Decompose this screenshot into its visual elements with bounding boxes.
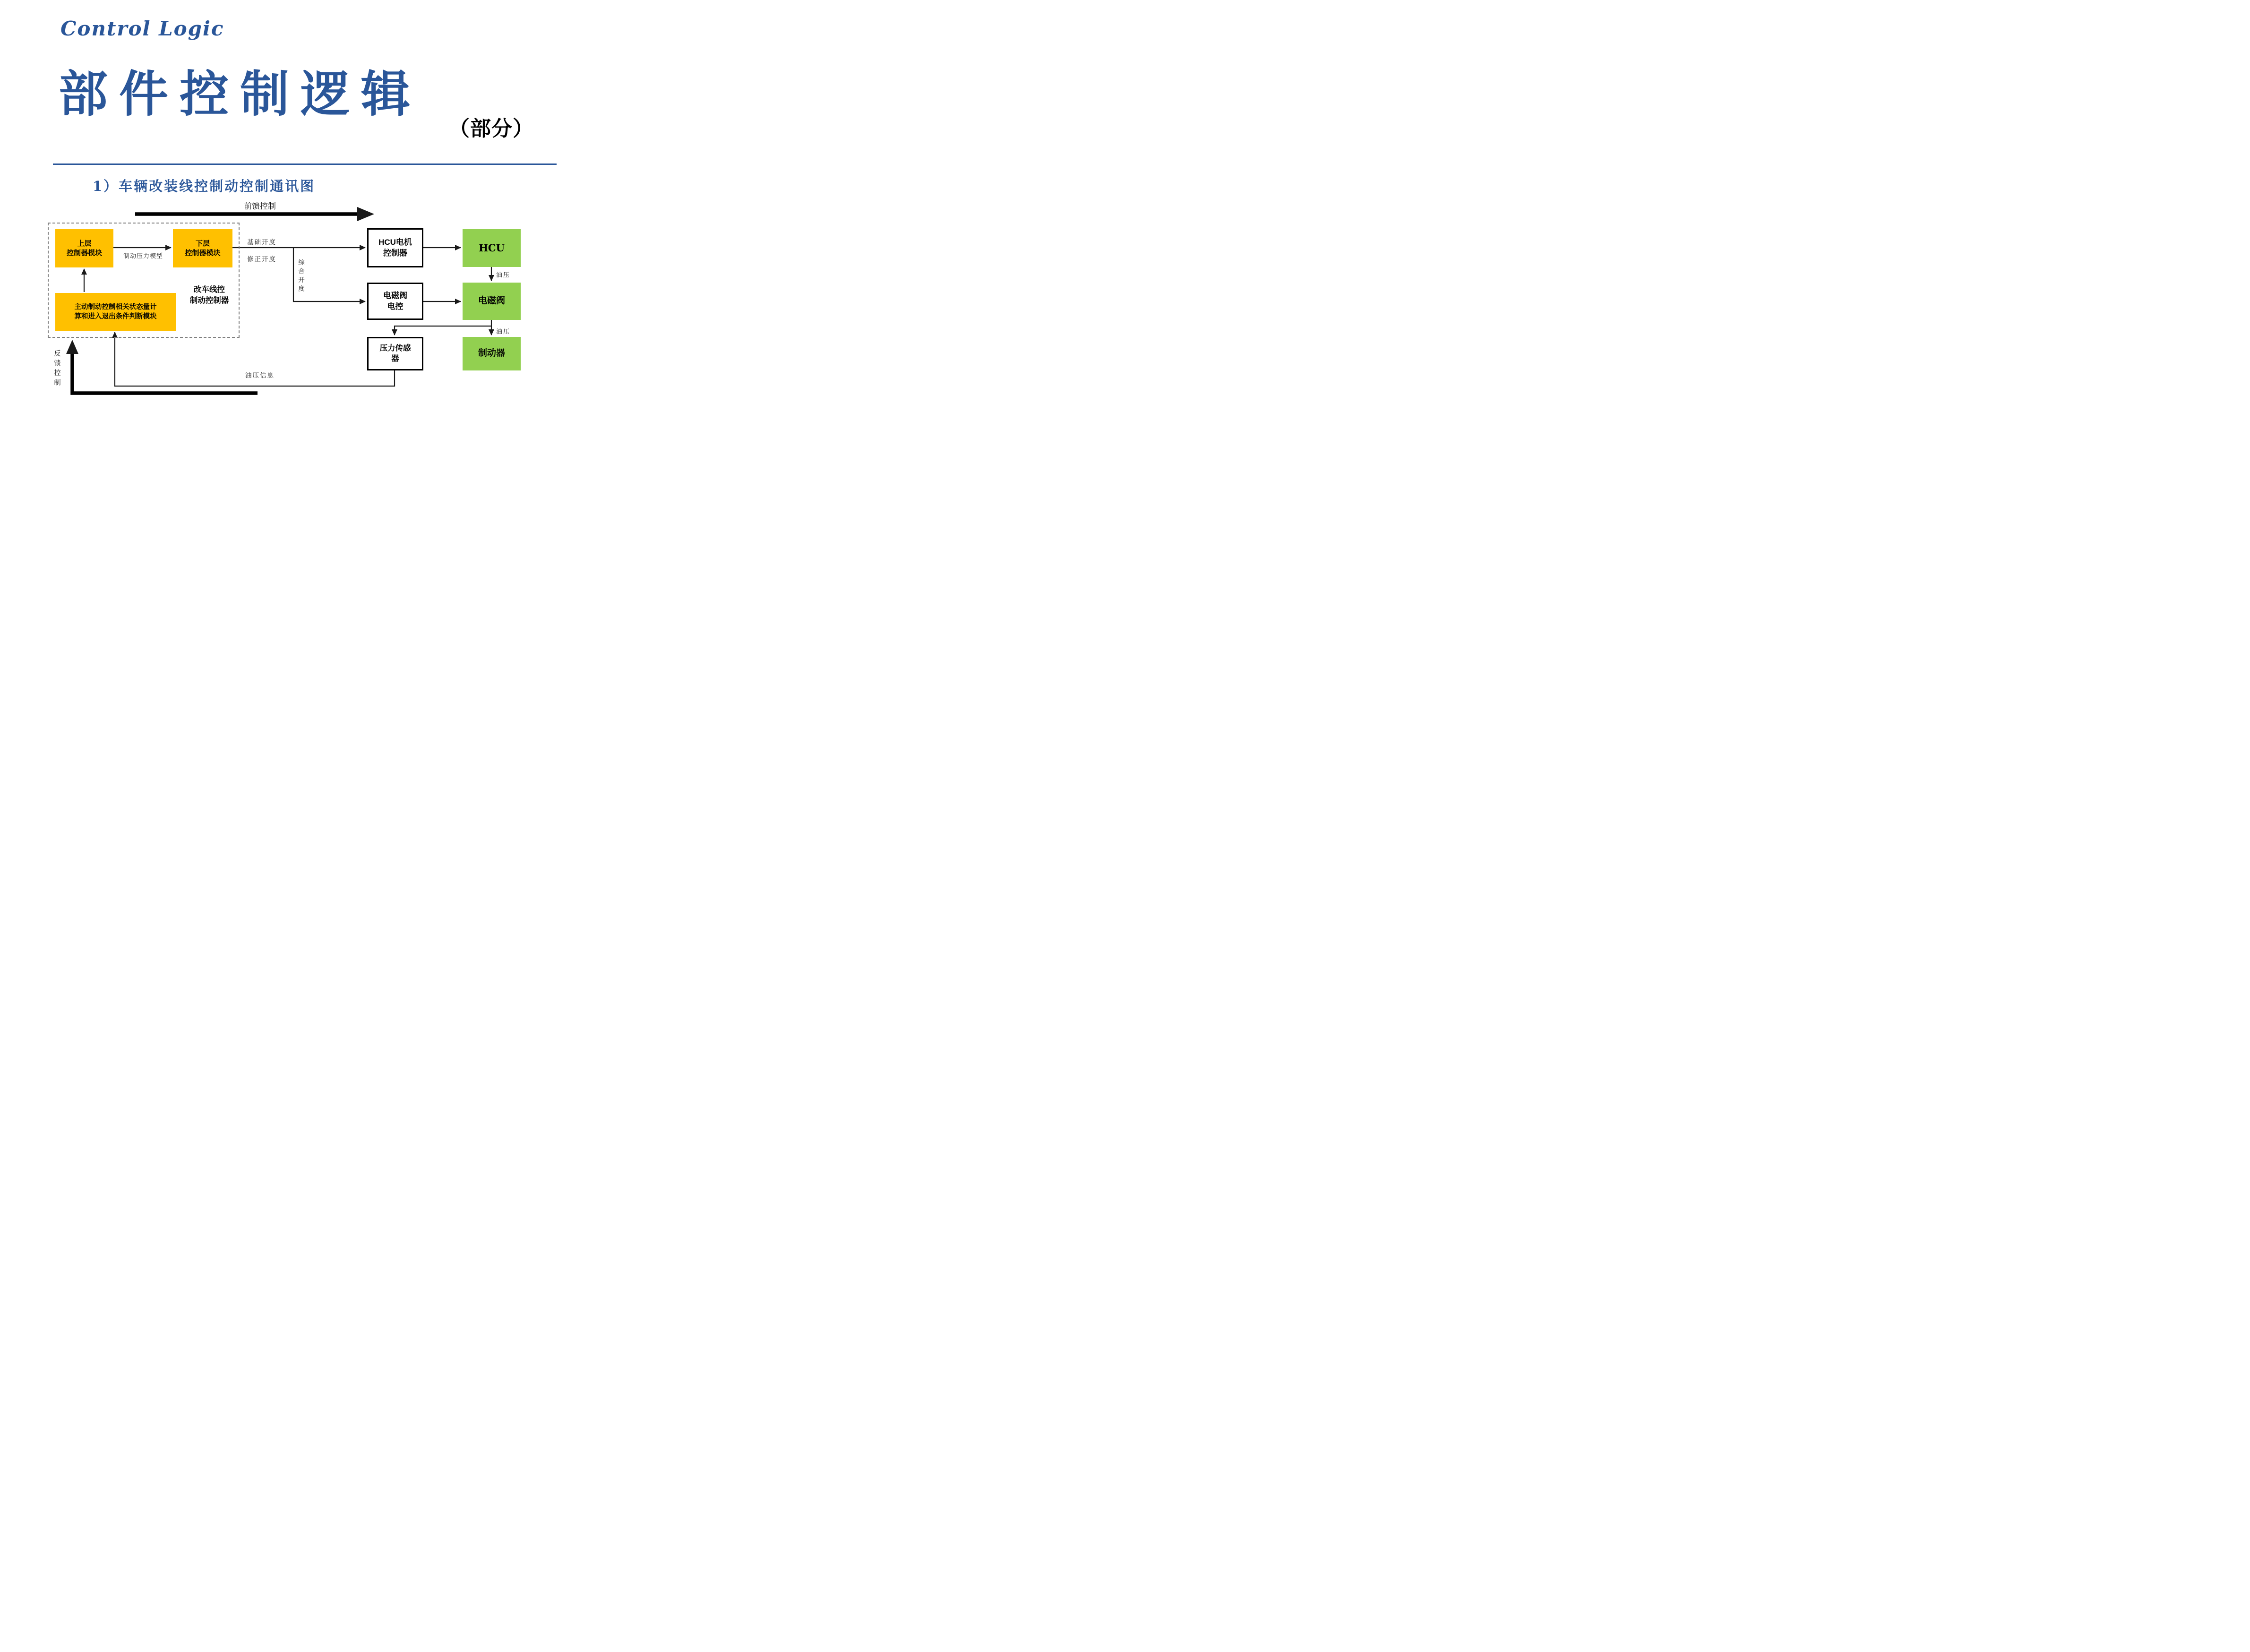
node-label-line: 算和进入退出条件判断模块 [74, 313, 157, 320]
edge-sv-to-psensor [395, 326, 491, 335]
label-oil-pressure-hcu: 油压 [496, 272, 511, 279]
node-state-calc-module [55, 293, 176, 331]
label-combined-opening: 综合开度 [297, 259, 304, 294]
node-brake [463, 337, 521, 370]
node-pressure-sensor [367, 337, 423, 370]
label-feedback-control: 反馈控制 [53, 350, 60, 388]
label-corrected-opening: 修正开度 [247, 256, 276, 263]
node-label-line: 器 [391, 354, 399, 363]
label-feedforward: 前馈控制 [244, 202, 276, 211]
node-solenoid-valve [463, 283, 521, 320]
page-title: 部件控制逻辑 [59, 65, 422, 123]
node-solenoid-valve-control [367, 283, 423, 320]
group-label-line2: 制动控制器 [189, 296, 229, 305]
node-lower-controller-module [173, 229, 232, 267]
node-label-line: HCU [479, 242, 505, 254]
group-label-line1: 改车线控 [194, 285, 225, 294]
node-label-line: 下层 [195, 240, 210, 248]
page-title-suffix: （部分） [449, 117, 534, 141]
node-label-line: 电控 [387, 301, 404, 311]
label-base-opening: 基础开度 [247, 239, 276, 246]
node-label-line: 电磁阀 [383, 291, 407, 301]
node-hcu-motor-controller [367, 228, 423, 267]
node-label-line: 控制器模块 [185, 249, 221, 257]
node-upper-controller-module [55, 229, 113, 267]
section-heading: 1）车辆改装线控制动控制通讯图 [93, 178, 316, 194]
label-oil-pressure-valve: 油压 [496, 328, 511, 336]
node-label-line: 控制器模块 [66, 249, 102, 257]
node-label-line: 压力传感 [379, 344, 411, 353]
label-brake-pressure-model: 制动压力模型 [123, 253, 163, 260]
label-oil-pressure-info: 油压信息 [245, 372, 275, 379]
slide [0, 0, 562, 413]
node-label-line: 主动制动控制相关状态量计 [74, 303, 157, 311]
wire-brake-controller-group-label [179, 284, 240, 306]
node-label-line: 控制器 [383, 248, 407, 258]
node-hcu [463, 229, 521, 267]
node-label-line: 制动器 [478, 348, 505, 359]
node-label-line: 电磁阀 [478, 296, 505, 306]
node-label-line: 上层 [77, 240, 92, 248]
node-label-line: HCU电机 [378, 238, 412, 247]
feedback-arrow [66, 340, 258, 393]
script-title: Control Logic [60, 17, 224, 40]
